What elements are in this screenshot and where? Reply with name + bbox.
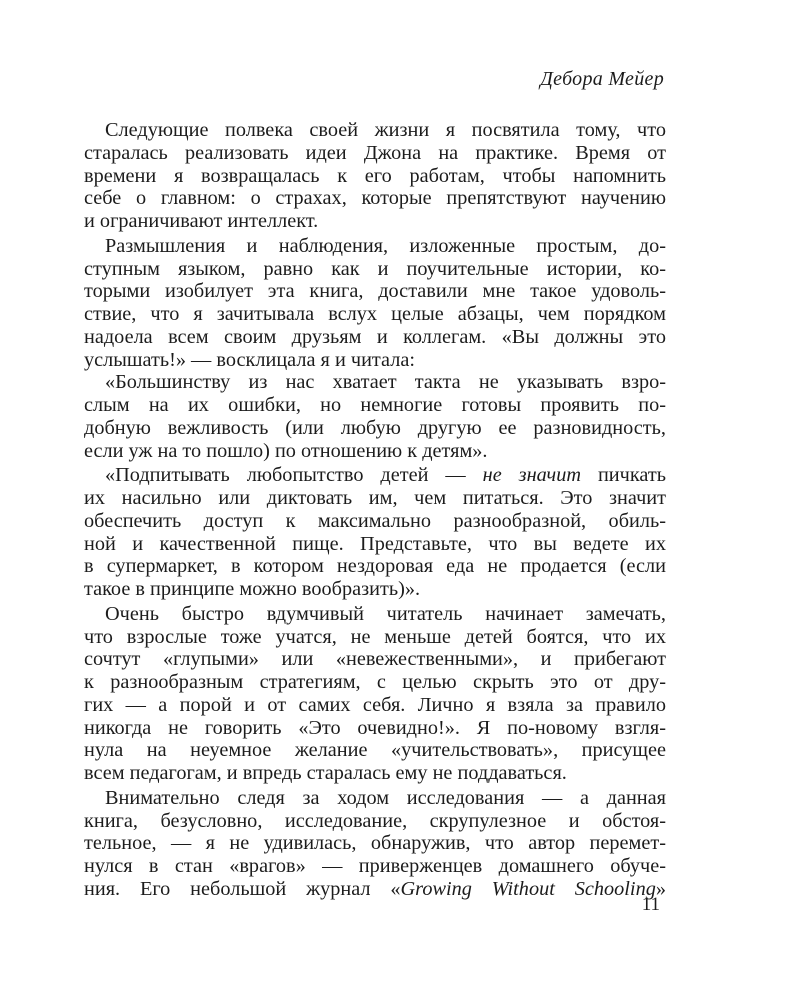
text-line: нулся в стан «врагов» — приверженцев домашнего обуче- <box>84 855 666 877</box>
body-text <box>84 119 666 901</box>
text-line: никогда не говорить «Это очевидно!». Я по-новому взгля- <box>84 716 666 739</box>
text-line: тельное, — я не удивилась, обнаружив, что автор перемет- <box>84 832 666 855</box>
text-line: гих — а порой и от самих себя. Лично я взяла за правило <box>84 693 666 716</box>
text-line: к разнообразным стратегиям, с целью скрыть это от дру- <box>84 671 666 693</box>
text-line: ступным языком, равно как и поучительные истории, ко- <box>84 257 666 280</box>
text-segment: пичкать <box>580 464 666 487</box>
text-segment: ния. Его небольшой журнал « <box>84 877 401 900</box>
text-line: что взрослые тоже учатся, не меньше детей боятся, что их <box>84 625 666 648</box>
text-line: добную вежливость (или любую другую ее разновидность, <box>84 416 666 439</box>
text-line: «Большинству из нас хватает такта не указывать взро- <box>105 371 666 394</box>
text-line: сочтут «глупыми» или «невежественными», и прибегают <box>84 648 666 671</box>
text-segment: » <box>655 877 666 900</box>
text-line: себе о главном: о страхах, которые препятствуют научению <box>84 187 666 210</box>
text-line: слым на их ошибки, но немногие готовы проявить по- <box>84 394 666 416</box>
text-line <box>84 464 666 487</box>
text-segment: «Подпитывать любопытство детей — <box>105 464 483 487</box>
text-line: обеспечить доступ к максимально разнообразной, обиль- <box>84 509 666 532</box>
text-line: торыми изобилует эта книга, доставили мне такое удоволь- <box>84 280 666 303</box>
text-line: старалась реализовать идеи Джона на практике. Время от <box>84 141 666 164</box>
text-line: и ограничивают интеллект. <box>84 210 319 232</box>
text-line <box>84 878 666 901</box>
text-line: надоела всем своим друзьям и коллегам. «Вы должны это <box>84 325 666 348</box>
text-line: нула на неуемное желание «учительствовать», присущее <box>84 739 666 762</box>
text-line: книга, безусловно, исследование, скрупулезное и обстоя- <box>84 809 666 832</box>
text-line: их насильно или диктовать им, чем питаться. Это значит <box>84 487 666 509</box>
text-line: услышать!» — восклицала я и читала: <box>84 348 415 371</box>
emphasis-text: не значит <box>482 464 581 487</box>
emphasis-text: Growing Without Schooling <box>400 877 656 900</box>
page-number: 11 <box>641 894 660 915</box>
text-line: если уж на то пошло) по отношению к детям». <box>84 439 488 462</box>
text-line: Размышления и наблюдения, изложенные простым, до- <box>105 234 666 257</box>
text-line: ствие, что я зачитывала вслух целые абзацы, чем порядком <box>84 303 666 325</box>
text-line: ной и качественной пище. Представьте, что вы ведете их <box>84 532 666 555</box>
running-head-author: Дебора Мейер <box>540 68 664 90</box>
text-line: такое в принципе можно вообразить)». <box>84 578 421 600</box>
text-line: времени я возвращалась к его работам, чтобы напомнить <box>84 164 666 187</box>
text-line: Следующие полвека своей жизни я посвятила тому, что <box>105 119 666 141</box>
text-line: всем педагогам, и впредь старалась ему не поддаваться. <box>84 762 567 784</box>
text-line: Очень быстро вдумчивый читатель начинает замечать, <box>105 602 666 625</box>
text-line: Внимательно следя за ходом исследования — а данная <box>105 786 666 809</box>
text-line: в супермаркет, в котором нездоровая еда не продается (если <box>84 555 666 578</box>
